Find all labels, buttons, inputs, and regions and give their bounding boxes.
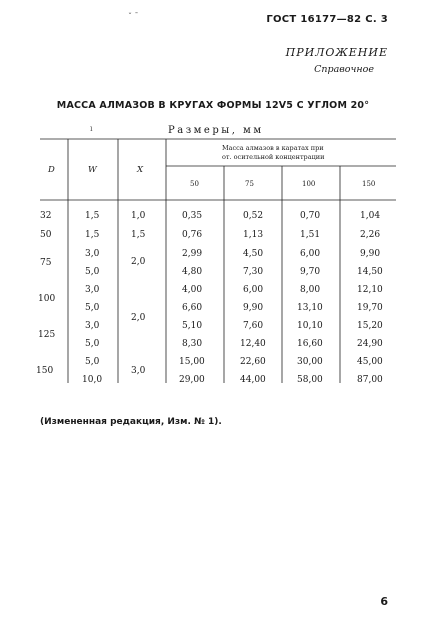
scan-mark-2: ı [90, 124, 93, 133]
d-value: 50 [40, 230, 52, 240]
mass-header-line2: от. осительной концентрации [222, 153, 325, 161]
d-value: 32 [40, 211, 52, 221]
x-value: 1,0 [131, 211, 146, 221]
mass-value: 7,60 [243, 321, 264, 331]
page-number: 6 [380, 595, 388, 608]
mass-value: 7,30 [243, 267, 264, 277]
x-value: 2,0 [131, 257, 146, 267]
mass-value: 6,00 [243, 285, 264, 295]
conc-header-75: 75 [245, 180, 254, 188]
w-value: 3,0 [85, 249, 100, 259]
mass-value: 15,20 [357, 321, 383, 331]
mass-value: 58,00 [297, 375, 323, 385]
mass-value: 9,70 [300, 267, 321, 277]
w-value: 5,0 [85, 303, 100, 313]
mass-value: 0,52 [243, 211, 264, 221]
w-value: 3,0 [85, 285, 100, 295]
w-value: 5,0 [85, 267, 100, 277]
w-value: 5,0 [85, 357, 100, 367]
conc-header-100: 100 [302, 180, 316, 188]
w-value: 5,0 [85, 339, 100, 349]
w-value: 1,5 [85, 230, 100, 240]
conc-header-150: 150 [362, 180, 376, 188]
mass-value: 9,90 [243, 303, 264, 313]
scan-mark: ˇ ˉ [128, 12, 139, 21]
mass-value: 0,70 [300, 211, 321, 221]
mass-value: 22,60 [240, 357, 266, 367]
mass-value: 29,00 [179, 375, 205, 385]
d-value: 150 [36, 366, 54, 376]
mass-value: 8,00 [300, 285, 321, 295]
mass-value: 0,35 [182, 211, 203, 221]
mass-value: 87,00 [357, 375, 383, 385]
mass-value: 6,00 [300, 249, 321, 259]
mass-value: 6,60 [182, 303, 203, 313]
mass-value: 14,50 [357, 267, 383, 277]
mass-value: 1,13 [243, 230, 264, 240]
mass-value: 5,10 [182, 321, 203, 331]
mass-value: 9,90 [360, 249, 381, 259]
mass-value: 19,70 [357, 303, 383, 313]
mass-value: 1,04 [360, 211, 381, 221]
x-value: 3,0 [131, 366, 146, 376]
w-value: 10,0 [82, 375, 103, 385]
mass-value: 12,40 [240, 339, 266, 349]
mass-value: 0,76 [182, 230, 203, 240]
mass-value: 24,90 [357, 339, 383, 349]
mass-value: 44,00 [240, 375, 266, 385]
x-value: 1,5 [131, 230, 146, 240]
table-title: МАССА АЛМАЗОВ В КРУГАХ ФОРМЫ 12V5 С УГЛОМ 20° [56, 100, 370, 111]
w-value: 3,0 [85, 321, 100, 331]
mass-value: 4,50 [243, 249, 264, 259]
d-value: 100 [38, 294, 56, 304]
mass-value: 15,00 [179, 357, 205, 367]
mass-value: 10,10 [297, 321, 323, 331]
mass-header-line1: Масса алмазов в каратах при [222, 144, 324, 152]
mass-value: 16,60 [297, 339, 323, 349]
col-header-w: W [88, 165, 97, 175]
mass-value: 8,30 [182, 339, 203, 349]
conc-header-50: 50 [190, 180, 199, 188]
x-value: 2,0 [131, 313, 146, 323]
appendix-label: ПРИЛОЖЕНИЕ [285, 46, 388, 59]
col-header-d: D [48, 165, 55, 175]
mass-value: 13,10 [297, 303, 323, 313]
mass-value: 4,00 [182, 285, 203, 295]
mass-value: 30,00 [297, 357, 323, 367]
mass-value: 2,99 [182, 249, 203, 259]
appendix-type: Справочное [314, 64, 374, 75]
dimensions-caption: Размеры, мм [168, 125, 264, 136]
w-value: 1,5 [85, 211, 100, 221]
page-header: ГОСТ 16177—82 С. 3 [266, 14, 388, 25]
mass-value: 2,26 [360, 230, 381, 240]
mass-value: 1,51 [300, 230, 321, 240]
d-value: 75 [40, 258, 52, 268]
mass-value: 45,00 [357, 357, 383, 367]
mass-value: 12,10 [357, 285, 383, 295]
d-value: 125 [38, 330, 56, 340]
amendment-note: (Измененная редакция, Изм. № 1). [40, 417, 222, 427]
col-header-x: X [137, 165, 144, 175]
mass-value: 4,80 [182, 267, 203, 277]
